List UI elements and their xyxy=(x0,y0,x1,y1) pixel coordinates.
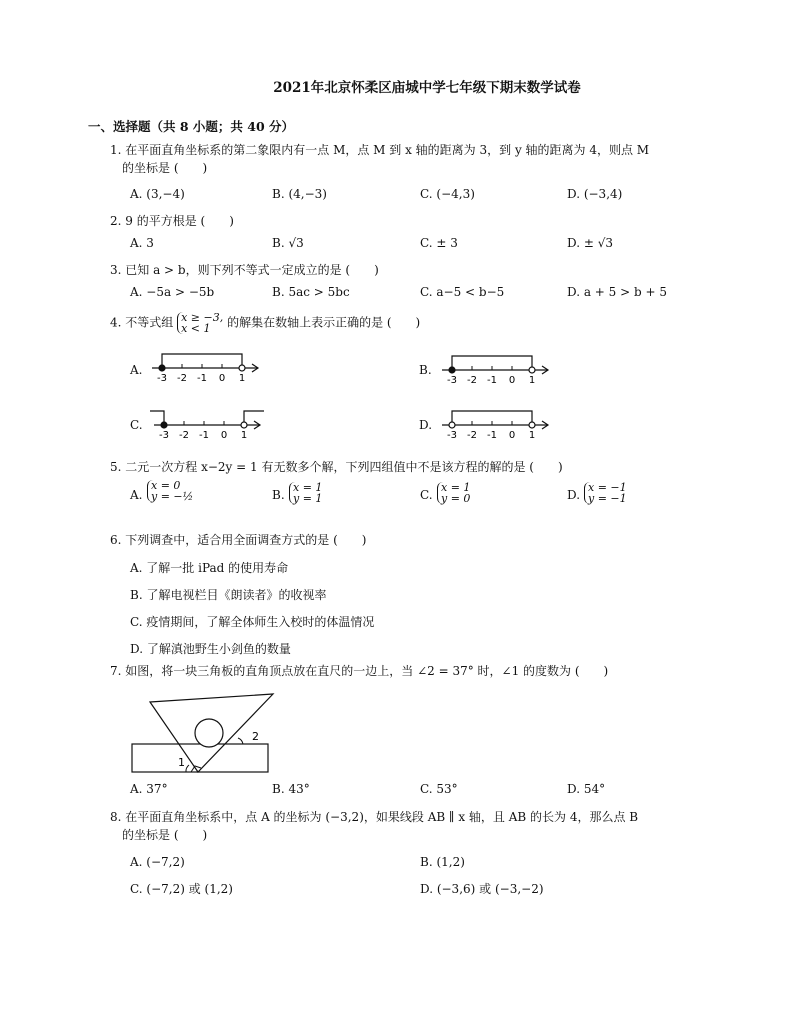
option-d-system[interactable] xyxy=(584,482,627,504)
option-c[interactable]: C. a−5 < b−5 xyxy=(420,285,505,299)
option-c[interactable]: C. (−4,3) xyxy=(420,187,475,201)
option-c-x: x = 1 xyxy=(441,481,471,494)
open-endpoint xyxy=(241,422,247,428)
tick-label: -1 xyxy=(487,375,497,386)
option-b[interactable]: B. 43° xyxy=(272,782,310,796)
open-endpoint xyxy=(449,422,455,428)
option-c-label[interactable]: C. xyxy=(420,488,433,502)
question-8-line-2: 的坐标是 ( ) xyxy=(122,828,208,842)
option-c[interactable]: C. (−7,2) 或 (1,2) xyxy=(130,882,233,896)
tick-label: 1 xyxy=(238,373,246,384)
exam-title: 2021年北京怀柔区庙城中学七年级下期末数学试卷 xyxy=(273,80,581,96)
option-a-system[interactable] xyxy=(147,480,193,502)
tick-label: -2 xyxy=(179,430,189,441)
tick-label: 1 xyxy=(528,430,536,441)
tick-label: -3 xyxy=(159,430,169,441)
tick-label: -1 xyxy=(199,430,209,441)
number-line-d[interactable] xyxy=(438,405,558,445)
number-line-a[interactable] xyxy=(148,348,268,388)
question-4-stem-pre: 4. 不等式组 xyxy=(110,315,174,330)
option-a[interactable]: A. (−7,2) xyxy=(130,855,185,869)
angle-1-label: 1 xyxy=(178,756,185,769)
question-8-line-1: 8. 在平面直角坐标系中，点 A 的坐标为 (−3,2)，如果线段 AB ∥ x 轴，且 AB 的长为 4，那么点 B xyxy=(110,810,639,824)
option-c[interactable]: C. 疫情期间，了解全体师生入校时的体温情况 xyxy=(130,615,375,629)
option-a[interactable]: A. 了解一批 iPad 的使用寿命 xyxy=(130,561,289,575)
option-d[interactable]: D. 54° xyxy=(567,782,606,796)
question-4 xyxy=(110,312,420,334)
option-b-label[interactable]: B. xyxy=(272,488,285,502)
tick-label: 0 xyxy=(218,373,226,384)
triangle-hole xyxy=(195,719,223,747)
option-a-label[interactable]: A. xyxy=(130,363,143,377)
open-endpoint xyxy=(529,367,535,373)
open-endpoint xyxy=(529,422,535,428)
tick-label: 1 xyxy=(240,430,248,441)
tick-label: -1 xyxy=(197,373,207,384)
option-d-x: x = −1 xyxy=(588,481,627,494)
option-d[interactable]: D. ± √3 xyxy=(567,236,613,250)
angle-1-arc xyxy=(186,765,189,772)
option-a-y: y = −½ xyxy=(151,490,194,503)
option-d[interactable]: D. (−3,4) xyxy=(567,187,623,201)
question-1 xyxy=(110,141,722,177)
option-d-label[interactable]: D. xyxy=(567,488,581,502)
option-b-label[interactable]: B. xyxy=(419,363,432,377)
tick-label: 1 xyxy=(528,375,536,386)
option-c[interactable]: C. ± 3 xyxy=(420,236,458,250)
tick-label: 0 xyxy=(508,375,516,386)
option-b[interactable]: B. 了解电视栏目《朗读者》的收视率 xyxy=(130,588,327,602)
option-d[interactable]: D. 了解滇池野生小剑鱼的数量 xyxy=(130,642,291,656)
angle-2-arc xyxy=(238,738,243,744)
option-a[interactable]: A. 3 xyxy=(130,236,154,250)
tick-label: -2 xyxy=(467,430,477,441)
closed-endpoint xyxy=(449,367,455,373)
section-heading: 一、选择题（共 8 小题；共 40 分） xyxy=(88,119,295,134)
option-b-y: y = 1 xyxy=(293,492,323,505)
question-1-line-2: 的坐标是 ( ) xyxy=(122,161,208,175)
tick-label: -3 xyxy=(157,373,167,384)
question-6: 6. 下列调查中，适合用全面调查方式的是 ( ) xyxy=(110,533,367,547)
question-5: 5. 二元一次方程 x−2y = 1 有无数多个解，下列四组值中不是该方程的解的是 ( ) xyxy=(110,460,563,474)
option-a[interactable]: A. 37° xyxy=(130,782,168,796)
question-4-stem-post: 的解集在数轴上表示正确的是 ( ) xyxy=(227,315,421,330)
number-line-b[interactable] xyxy=(438,350,558,390)
option-a-x: x = 0 xyxy=(151,479,181,492)
tick-label: 0 xyxy=(220,430,228,441)
option-d[interactable]: D. a + 5 > b + 5 xyxy=(567,285,667,299)
number-line-c[interactable] xyxy=(150,405,270,445)
option-b-x: x = 1 xyxy=(293,481,323,494)
option-d-y: y = −1 xyxy=(588,492,627,505)
option-b[interactable]: B. √3 xyxy=(272,236,304,250)
tick-label: -1 xyxy=(487,430,497,441)
closed-endpoint xyxy=(161,422,167,428)
option-c-label[interactable]: C. xyxy=(130,418,143,432)
option-b[interactable]: B. 5ac > 5bc xyxy=(272,285,350,299)
option-c[interactable]: C. 53° xyxy=(420,782,458,796)
question-8 xyxy=(110,808,722,844)
tick-label: -2 xyxy=(467,375,477,386)
question-2: 2. 9 的平方根是 ( ) xyxy=(110,214,234,228)
inequality-system xyxy=(177,312,223,334)
option-d[interactable]: D. (−3,6) 或 (−3,−2) xyxy=(420,882,544,896)
tick-label: 0 xyxy=(508,430,516,441)
solution-bracket xyxy=(244,411,264,425)
question-3: 3. 已知 a > b，则下列不等式一定成立的是 ( ) xyxy=(110,263,379,277)
inequality-1: x ≥ −3, xyxy=(181,311,224,324)
option-b-system[interactable] xyxy=(289,482,322,504)
inequality-2: x < 1 xyxy=(181,322,211,335)
question-6-options xyxy=(130,555,374,663)
option-b[interactable]: B. (1,2) xyxy=(420,855,465,869)
option-d-label[interactable]: D. xyxy=(419,418,433,432)
tick-label: -2 xyxy=(177,373,187,384)
option-a-label[interactable]: A. xyxy=(130,488,143,502)
option-a[interactable]: A. −5a > −5b xyxy=(130,285,215,299)
triangle-ruler-figure xyxy=(128,688,278,778)
open-endpoint xyxy=(239,365,245,371)
option-c-y: y = 0 xyxy=(441,492,471,505)
question-1-line-1: 1. 在平面直角坐标系的第二象限内有一点 M，点 M 到 x 轴的距离为 3，到 y 轴的距离为 4，则点 M xyxy=(110,143,650,157)
option-b[interactable]: B. (4,−3) xyxy=(272,187,327,201)
option-a[interactable]: A. (3,−4) xyxy=(130,187,185,201)
closed-endpoint xyxy=(159,365,165,371)
angle-2-label: 2 xyxy=(252,730,259,743)
option-c-system[interactable] xyxy=(437,482,470,504)
question-7: 7. 如图，将一块三角板的直角顶点放在直尺的一边上，当 ∠2 = 37° 时，∠1 的度数为 ( ) xyxy=(110,664,609,678)
tick-label: -3 xyxy=(447,375,457,386)
tick-label: -3 xyxy=(447,430,457,441)
